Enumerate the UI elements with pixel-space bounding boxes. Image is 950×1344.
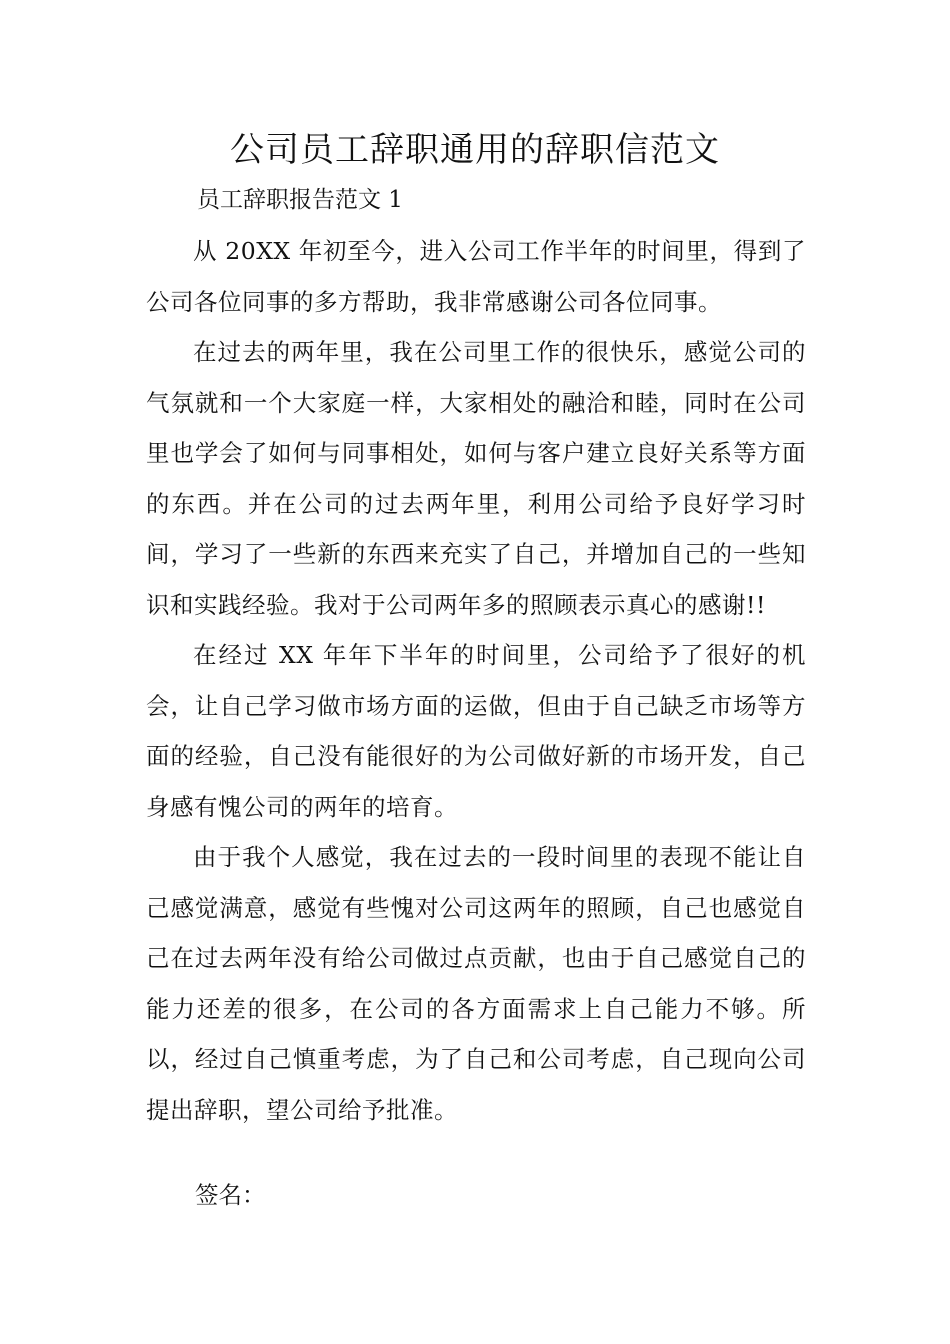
document-subtitle: 员工辞职报告范文 1	[197, 187, 403, 213]
document-title: 公司员工辞职通用的辞职信范文	[230, 130, 720, 170]
signature-label: 签名：	[195, 1181, 266, 1209]
paragraph-4: 由于我个人感觉，我在过去的一段时间里的表现不能让自己感觉满意，感觉有些愧对公司这两年的照顾，自己也感觉自己在过去两年没有给公司做过点贡献，也由于自己感觉自己的能力还差的很多，在公司的各方面需求上自己能力不够。所以，经过自己慎重考虑，为了自己和公司考虑，自己现向公司提出辞职，望公司给予批准。	[146, 843, 806, 1124]
paragraph-3: 在经过 XX 年年下半年的时间里，公司给予了很好的机会，让自己学习做市场方面的运做，但由于自己缺乏市场等方面的经验，自己没有能很好的为公司做好新的市场开发，自己身感有愧公司的两年的培育。	[146, 641, 806, 821]
document-body	[146, 226, 806, 1135]
paragraph-2: 在过去的两年里，我在公司里工作的很快乐，感觉公司的气氛就和一个大家庭一样，大家相处的融洽和睦，同时在公司里也学会了如何与同事相处，如何与客户建立良好关系等方面的东西。并在公司的过去两年里，利用公司给予良好学习时间，学习了一些新的东西来充实了自己，并增加自己的一些知识和实践经验。我对于公司两年多的照顾表示真心的感谢!!	[146, 338, 806, 619]
paragraph-1: 从 20XX 年初至今，进入公司工作半年的时间里，得到了公司各位同事的多方帮助，我非常感谢公司各位同事。	[146, 237, 806, 316]
